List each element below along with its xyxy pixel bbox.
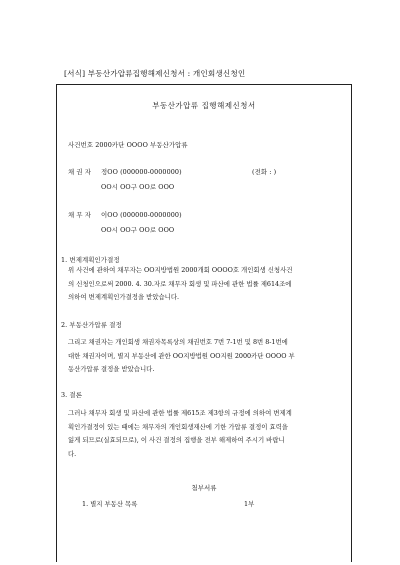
attachments-heading: 첨부서류	[191, 484, 217, 492]
attachment-item-label: 1. 별지 부동산 목록	[82, 500, 138, 508]
body-line: 동산가압류 결정을 받았습니다.	[68, 365, 155, 374]
attachment-item-count: 1부	[244, 500, 255, 508]
creditor-name: 정OO (000000-0000000)	[101, 168, 182, 176]
debtor-name: 이OO (000000-0000000)	[101, 211, 182, 219]
body-line: 그리고 채권자는 개인회생 채권자목록상의 채권번호 7번 7-1번 및 8번 8-1번에	[68, 338, 288, 346]
creditor-address: OO시 OO구 OO로 OOO	[101, 183, 175, 191]
section-heading: 1. 변제계획인가결정	[61, 256, 120, 264]
section-heading: 2. 부동산가압류 결정	[61, 321, 122, 329]
section-heading: 3. 결론	[61, 391, 82, 399]
section-body	[68, 264, 292, 305]
body-line: 의하여 변제계획인가결정을 받았습니다.	[68, 293, 180, 302]
form-caption: [서식] 부동산가압류집행해제신청서 : 개인회생신청인	[64, 69, 246, 78]
body-line: 대한 채권자이며, 별지 부동산에 관한 OO지방법원 OO지원 2000카단 OOOO 부	[68, 351, 295, 360]
document-title: 부동산가압류 집행해제신청서	[152, 101, 256, 110]
body-line: 그러나 채무자 회생 및 파산에 관한 법률 제615조 제3항의 규정에 의하여 변제계	[68, 409, 292, 417]
section-body	[68, 336, 295, 377]
body-line: 의 신청인으로써 2000. 4. 30.자로 채무자 회생 및 파산에 관한 법률 제614조에	[68, 279, 292, 288]
body-line: 다.	[68, 449, 77, 458]
creditor-label: 채 권 자	[68, 168, 92, 176]
body-line: 잃게 되므로(실효되므로), 이 사건 결정의 집행을 전부 해제하여 주시기 바랍니	[68, 436, 285, 445]
body-line: 위 사건에 관하여 채무자는 OO지방법원 2000개회 OOOO호 개인회생 신청사건	[68, 266, 293, 274]
debtor-address: OO시 OO구 OO로 OOO	[101, 226, 175, 234]
body-line: 획인가결정이 있는 때에는 채무자의 개인회생재산에 기한 가압류 결정이 효력을	[68, 422, 288, 431]
debtor-label: 채 무 자	[68, 211, 92, 219]
section-body	[68, 407, 292, 461]
document-frame	[56, 84, 352, 562]
case-number: 사건번호 2000카단 OOOO 부동산가압류	[68, 141, 188, 149]
creditor-phone: (전화 : )	[252, 168, 277, 176]
